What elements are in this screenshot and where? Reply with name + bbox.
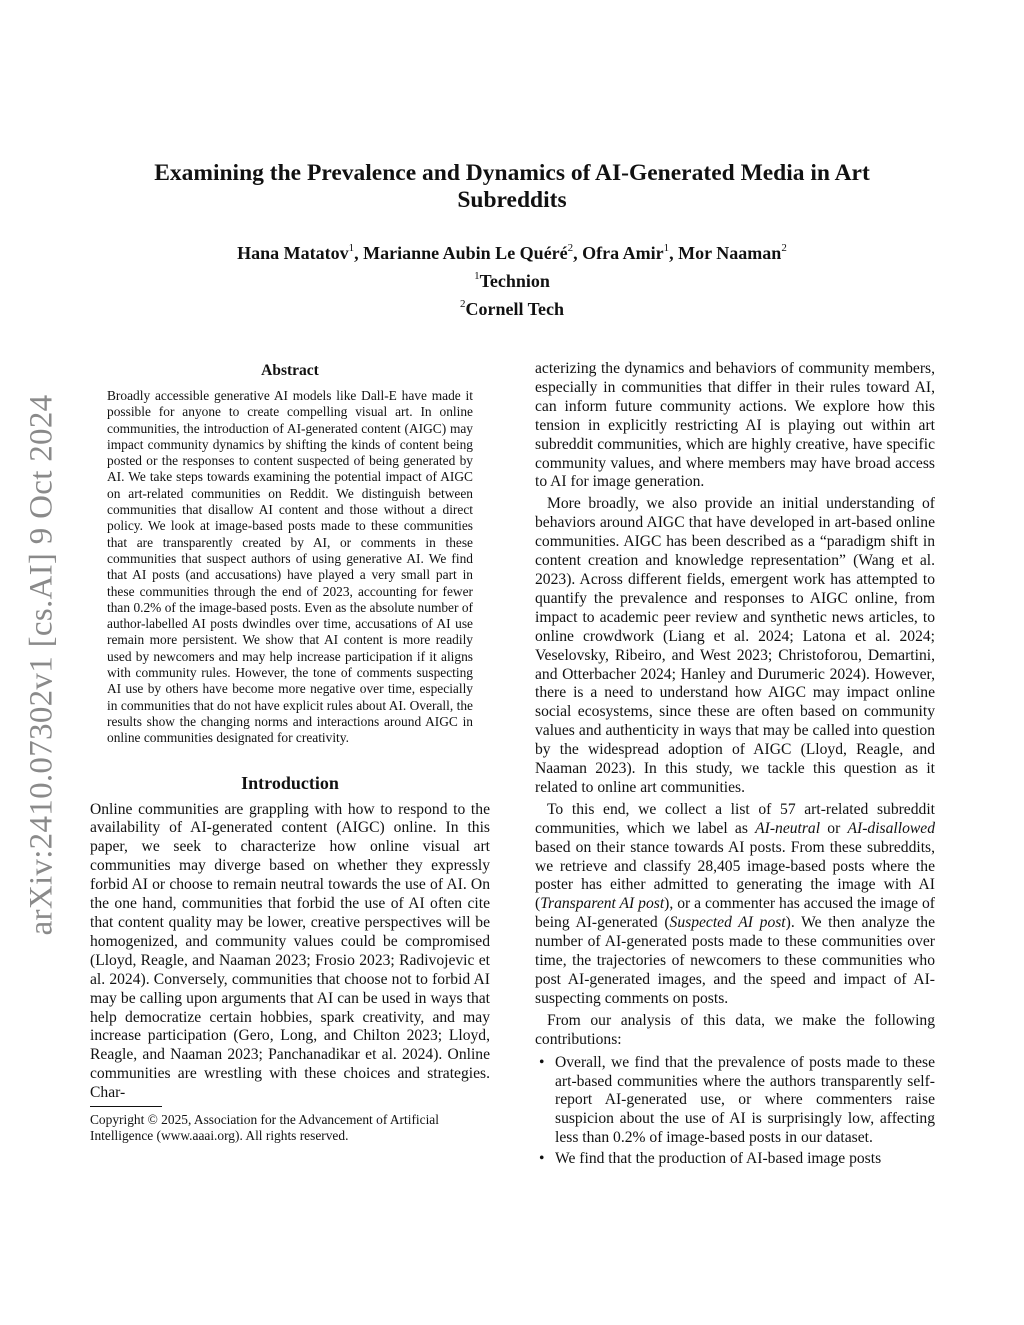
affiliation-name: Technion bbox=[479, 271, 550, 291]
term-ai-neutral: AI-neutral bbox=[755, 819, 821, 837]
author-list: Hana Matatov$^1$, Marianne Aubin Le Quéré$^2$, Ofra Amir$^1$, Mor Naaman$^2$ bbox=[237, 242, 787, 263]
intro-paragraph-continued: acterizing the dynamics and behaviors of community members, especially in communities that differ in their rules toward AI, can inform future community actions. We explore how this tension in explicitly restricting AI is playing out within art subreddit communities, which are highly creative, have specific community values, and where members may have broad access to AI for image generation. bbox=[535, 360, 935, 491]
text-run: ), or a commenter has accused the image of being AI-generated ( bbox=[535, 895, 936, 932]
intro-paragraph: Online communities are grappling with how to respond to the availability of AI-generated content (AIGC) online. In this paper, we seek to characterize how online visual art communities may diverge based on whether they expressly forbid AI or choose to remain neutral towards the use of AI. On the one hand, communities that forbid the use of AI often cite that content quality may be lower, creative perspectives will be homogenized, and community values could be compromised (Lloyd, Reagle, and Naaman 2023; Frosio 2023; Radivojevic et al. 2024). Conversely, communities that choose not to forbid AI may be calling upon arguments that AI can be used in ways that help democratize certain hobbies, spark creativity, and may increase participation (Gero, Long, and Chilton 2023; Lloyd, Reagle, and Naaman 2023; Panchanadikar et al. 2024). Online communities are wrestling with these choices and strategies. Char- bbox=[90, 800, 490, 1102]
affiliation-mark: 1 bbox=[474, 270, 480, 282]
affiliation-mark: 1 bbox=[348, 242, 355, 254]
affiliation-mark: 2 bbox=[781, 242, 787, 254]
affiliation-mark: 1 bbox=[663, 242, 670, 254]
intro-paragraph bbox=[535, 801, 935, 1009]
term-suspected-ai-post: Suspected AI post bbox=[669, 914, 786, 932]
copyright-footnote: Copyright © 2025, Association for the Advancement of Artificial Intelligence (www.aaai.org). All rights reserved. bbox=[90, 1112, 439, 1144]
right-column bbox=[535, 360, 935, 1171]
arxiv-identifier bbox=[22, 375, 62, 955]
author-name: Ofra Amir bbox=[582, 243, 664, 263]
introduction-heading: Introduction bbox=[241, 772, 339, 793]
list-item-text: We find that the production of AI-based image posts bbox=[555, 1150, 882, 1168]
text-run: To this end, we collect a list of 57 art-related subreddit communities, which we label as bbox=[535, 800, 935, 837]
affiliation-mark: 2 bbox=[459, 298, 466, 310]
list-item bbox=[535, 1054, 935, 1149]
intro-paragraph: From our analysis of this data, we make the following contributions: bbox=[535, 1011, 935, 1048]
term-ai-disallowed: AI-disallowed bbox=[847, 819, 935, 837]
contributions-list bbox=[535, 1054, 935, 1169]
text-run: ). We then analyze the number of AI-generated posts made to these communities over time, the trajectories of newcomers to these communities who post AI-generated images, and the speed and impact of AI-suspecting comments on posts. bbox=[535, 914, 935, 1007]
left-column bbox=[90, 362, 490, 1144]
author-name: Marianne Aubin Le Quéré bbox=[363, 243, 568, 263]
affiliation bbox=[120, 293, 904, 321]
abstract-heading: Abstract bbox=[261, 362, 319, 379]
arxiv-identifier-text: arXiv:2410.07302v1 [cs.AI] 9 Oct 2024 bbox=[23, 394, 60, 936]
affiliation-mark: 2 bbox=[567, 242, 574, 254]
affiliation-name: Cornell Tech bbox=[465, 299, 564, 319]
author-name: Mor Naaman bbox=[678, 243, 782, 263]
list-item bbox=[535, 1150, 935, 1169]
list-item-text: Overall, we find that the prevalence of posts made to these art-based communities where the authors transparently self-report AI-generated use, or where commenters raise suspicion about the use of AI is surprisingly low, affecting less than 0.2% of image-based posts in our dataset. bbox=[555, 1053, 935, 1147]
paper-title: Examining the Prevalence and Dynamics of AI-Generated Media in Art Subreddits bbox=[154, 160, 870, 213]
author-block bbox=[120, 237, 904, 321]
bullet-icon: • bbox=[539, 1150, 545, 1168]
bullet-icon: • bbox=[539, 1053, 545, 1071]
text-run: or bbox=[820, 819, 848, 837]
intro-paragraph: More broadly, we also provide an initial understanding of behaviors around AIGC that have developed in art-based online communities. AIGC has been described as a “paradigm shift in content creation and knowledge representation” (Wang et al. 2023). Across different fields, emergent work has attempted to quantify the prevalence and responses to AIGC online, from impact to academic peer review and synthetic news articles, to online crowdwork (Liang et al. 2024; Latona et al. 2024; Veselovsky, Ribeiro, and West 2023; Christoforou, Demartini, and Otterbacher 2024; Hanley and Durumeric 2024). However, there is a need to understand how AIGC may impact online social ecosystems, since these are often based on community values and authenticity in ways that may be called into question by the widespread adoption of AIGC (Lloyd, Reagle, and Naaman 2023). In this study, we tackle this question as it related to online art communities. bbox=[535, 495, 935, 796]
author-name: Hana Matatov bbox=[237, 243, 349, 263]
abstract-text: Broadly accessible generative AI models like Dall-E have made it possible for anyone to create compelling visual art. In online communities, the introduction of AI-generated content (AIGC) may impact community dynamics by shifting the kinds of content being posted or the responses to content suspected of being generated by AI. We take steps towards examining the potential impact of AIGC on art-related communities on Reddit. We distinguish between communities that disallow AI content and those without a direct policy. We look at image-based posts made to these communities that are transparently created by AI, or comments in these communities that suspect authors of using generative AI. We find that AI posts (and accusations) have played a very small part in these communities through the end of 2023, accounting for fewer than 0.2% of the image-based posts. Even as the absolute number of author-labelled AI posts dwindles over time, accusations of AI use remain more persistent. We show that AI content is more readily used by newcomers and may help increase participation if it aligns with community rules. However, the tone of comments suspecting AI use by others have become more negative over time, especially in communities that do not have explicit rules about AI. Overall, the results show the changing norms and interactions around AIGC in online communities designated for creativity. bbox=[107, 388, 473, 746]
term-transparent-ai-post: Transparent AI post bbox=[540, 895, 665, 913]
affiliation bbox=[120, 265, 904, 293]
footnote-rule bbox=[90, 1106, 162, 1107]
text-run: based on their stance towards AI posts. From these subreddits, we retrieve and classify 28,405 image-based posts where the poster has either admitted to generating the image with AI ( bbox=[535, 838, 935, 913]
